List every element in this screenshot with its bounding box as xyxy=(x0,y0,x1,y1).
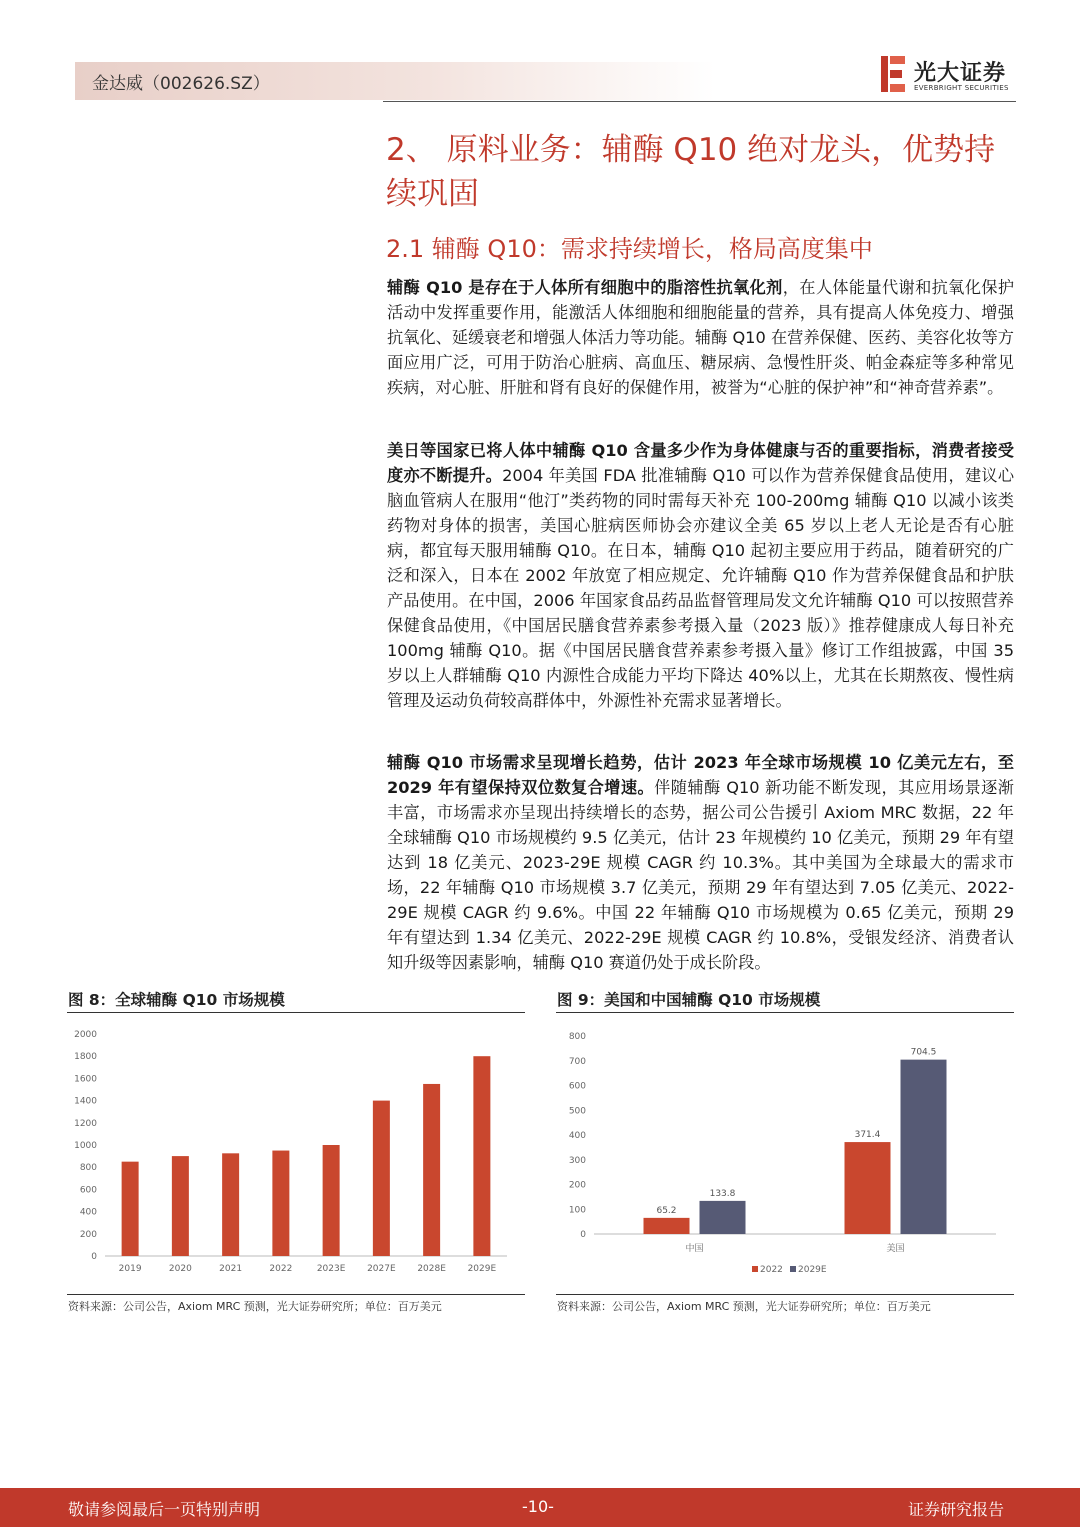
paragraph-2 xyxy=(387,438,1014,713)
figure-9-rule-top xyxy=(556,1012,1014,1013)
figure-8-source: 资料来源：公司公告，Axiom MRC 预测，光大证券研究所；单位：百万美元 xyxy=(68,1300,442,1313)
y-tick-label: 400 xyxy=(79,1207,97,1218)
x-tick-label: 2028E xyxy=(417,1264,446,1274)
legend-swatch-2029E xyxy=(790,1266,796,1272)
x-tick-label: 中国 xyxy=(685,1244,704,1254)
y-tick-label: 2000 xyxy=(74,1030,97,1040)
x-tick-label: 2021 xyxy=(219,1264,243,1274)
x-tick-label: 2019 xyxy=(118,1264,142,1274)
y-tick-label: 700 xyxy=(568,1056,586,1067)
y-tick-label: 100 xyxy=(568,1205,586,1216)
figure-8-rule-top xyxy=(67,1012,525,1013)
bar-2027E xyxy=(373,1101,390,1256)
header-rule xyxy=(383,101,1016,102)
us-china-market-chart xyxy=(556,1022,1014,1290)
everbright-logo-icon xyxy=(879,54,907,94)
data-label: 65.2 xyxy=(656,1205,677,1216)
legend-swatch-2022 xyxy=(752,1266,758,1272)
bar-2029E xyxy=(473,1056,490,1256)
bar-2022-中国 xyxy=(644,1218,690,1234)
global-market-chart xyxy=(67,1022,525,1290)
y-tick-label: 500 xyxy=(568,1106,586,1117)
figure-8-rule-bottom xyxy=(67,1294,525,1295)
paragraph-lead: 辅酶 Q10 市场需求呈现增长趋势，估计 2023 年全球市场规模 10 亿美元左右，至 2029 年有望保持双位数复合增速。 xyxy=(387,753,1014,797)
logo-english: EVERBRIGHT SECURITIES xyxy=(914,84,1009,92)
bar-2028E xyxy=(423,1084,440,1256)
legend-label: 2022 xyxy=(760,1265,783,1275)
bar-2020 xyxy=(172,1156,189,1256)
x-tick-label: 2023E xyxy=(316,1264,346,1274)
paragraph-lead: 辅酶 Q10 是存在于人体所有细胞中的脂溶性抗氧化剂 xyxy=(387,278,783,297)
bar-2021 xyxy=(222,1153,239,1256)
paragraph-1 xyxy=(387,275,1014,400)
y-tick-label: 400 xyxy=(568,1131,586,1141)
figure-8-title: 图 8：全球辅酶 Q10 市场规模 xyxy=(68,991,285,1009)
x-tick-label: 2020 xyxy=(168,1264,192,1274)
company-ticker: 金达威（002626.SZ） xyxy=(92,74,270,94)
figure-9-source: 资料来源：公司公告，Axiom MRC 预测，光大证券研究所；单位：百万美元 xyxy=(557,1300,931,1313)
y-tick-label: 300 xyxy=(568,1155,586,1166)
y-tick-label: 1800 xyxy=(74,1052,97,1063)
y-tick-label: 800 xyxy=(568,1032,586,1042)
x-tick-label: 2022 xyxy=(269,1264,293,1274)
y-tick-label: 600 xyxy=(79,1185,97,1196)
data-label: 371.4 xyxy=(854,1130,881,1141)
y-tick-label: 1600 xyxy=(74,1074,97,1085)
figure-9-title: 图 9：美国和中国辅酶 Q10 市场规模 xyxy=(557,991,821,1009)
paragraph-lead: 美日等国家已将人体中辅酶 Q10 含量多少作为身体健康与否的重要指标，消费者接受度亦不断提升。 xyxy=(387,441,1014,485)
y-tick-label: 600 xyxy=(568,1081,586,1092)
section-heading: 2、 原料业务：辅酶 Q10 绝对龙头，优势持续巩固 xyxy=(386,132,996,212)
x-tick-label: 2029E xyxy=(467,1264,497,1274)
y-tick-label: 200 xyxy=(79,1229,97,1240)
bar-2029E-美国 xyxy=(901,1060,947,1234)
bar-2022-美国 xyxy=(845,1142,891,1234)
bar-2022 xyxy=(272,1151,289,1256)
paragraph-body: 伴随辅酶 Q10 新功能不断发现，其应用场景逐渐丰富，市场需求亦呈现出持续增长的态势，据公司公告援引 Axiom MRC 数据，22 年全球辅酶 Q10 市场规模约 9.5 亿美元，估计 23 年规模约 10 亿美元，预期 29 年有望达到 18 亿美元、2023-29E 规模 CAGR 约 10.3%。其中美国为全球最大的需求市场，22 年辅酶 Q10 市场规模 3.7 亿美元，预期 29 年有望达到 7.05 亿美元、2022-29E 规模 CAGR 约 9.6%。中国 22 年辅酶 Q10 市场规模为 0.65 亿美元，预期 29 年有望达到 1.34 亿美元、2022-29E 规模 CAGR 约 10.8%，受银发经济、消费者认知升级等因素影响，辅酶 Q10 赛道仍处于成长阶段。 xyxy=(387,778,1014,972)
report-type: 证券研究报告 xyxy=(908,1500,1005,1519)
y-tick-label: 200 xyxy=(568,1180,586,1191)
y-tick-label: 1400 xyxy=(74,1096,97,1107)
y-tick-label: 0 xyxy=(580,1230,586,1240)
y-tick-label: 800 xyxy=(79,1163,97,1174)
paragraph-3 xyxy=(387,750,1014,975)
bar-2023E xyxy=(323,1145,340,1256)
y-tick-label: 1000 xyxy=(74,1141,97,1151)
figure-9-rule-bottom xyxy=(556,1294,1014,1295)
x-tick-label: 美国 xyxy=(886,1244,905,1254)
page-number: -10- xyxy=(522,1497,554,1516)
y-tick-label: 1200 xyxy=(74,1118,97,1129)
bar-2019 xyxy=(122,1162,139,1256)
data-label: 704.5 xyxy=(910,1047,937,1058)
data-label: 133.8 xyxy=(709,1188,736,1199)
footer-disclaimer: 敬请参阅最后一页特别声明 xyxy=(68,1500,261,1519)
x-tick-label: 2027E xyxy=(367,1264,396,1274)
paragraph-body: ，在人体能量代谢和抗氧化保护活动中发挥重要作用，能激活人体细胞和细胞能量的营养，具有提高人体免疫力、增强抗氧化、延缓衰老和增强人体活力等功能。辅酶 Q10 在营养保健、医药、美容化妆等方面应用广泛，可用于防治心脏病、高血压、糖尿病、急慢性肝炎、帕金森症等多种常见疾病，对心脏、肝脏和肾有良好的保健作用，被誉为“心脏的保护神”和“神奇营养素”。 xyxy=(387,278,1015,397)
bar-2029E-中国 xyxy=(700,1201,746,1234)
y-tick-label: 0 xyxy=(91,1252,97,1262)
logo-chinese: 光大证券 xyxy=(914,61,1007,86)
paragraph-body: 2004 年美国 FDA 批准辅酶 Q10 可以作为营养保健食品使用，建议心脑血管病人在服用“他汀”类药物的同时需每天补充 100-200mg 辅酶 Q10 以减小该类药物对身体的损害，美国心脏病医师协会亦建议全美 65 岁以上老人无论是否有心脏病，都宜每天服用辅酶 Q10。在日本，辅酶 Q10 起初主要应用于药品，随着研究的广泛和深入，日本在 2002 年放宽了相应规定、允许辅酶 Q10 作为营养保健食品和护肤产品使用。在中国，2006 年国家食品药品监督管理局发文允许辅酶 Q10 可以按照营养保健食品使用，《中国居民膳食营养素参考摄入量（2023 版）》推荐健康成人每日补充 100mg 辅酶 Q10。据《中国居民膳食营养素参考摄入量》修订工作组披露，中国 35 岁以上人群辅酶 Q10 内源性合成能力平均下降达 40%以上，尤其在长期熬夜、慢性病管理及运动负荷较高群体中，外源性补充需求显著增长。 xyxy=(387,466,1015,710)
subsection-heading: 2.1 辅酶 Q10：需求持续增长，格局高度集中 xyxy=(386,235,873,263)
legend-label: 2029E xyxy=(798,1265,827,1275)
